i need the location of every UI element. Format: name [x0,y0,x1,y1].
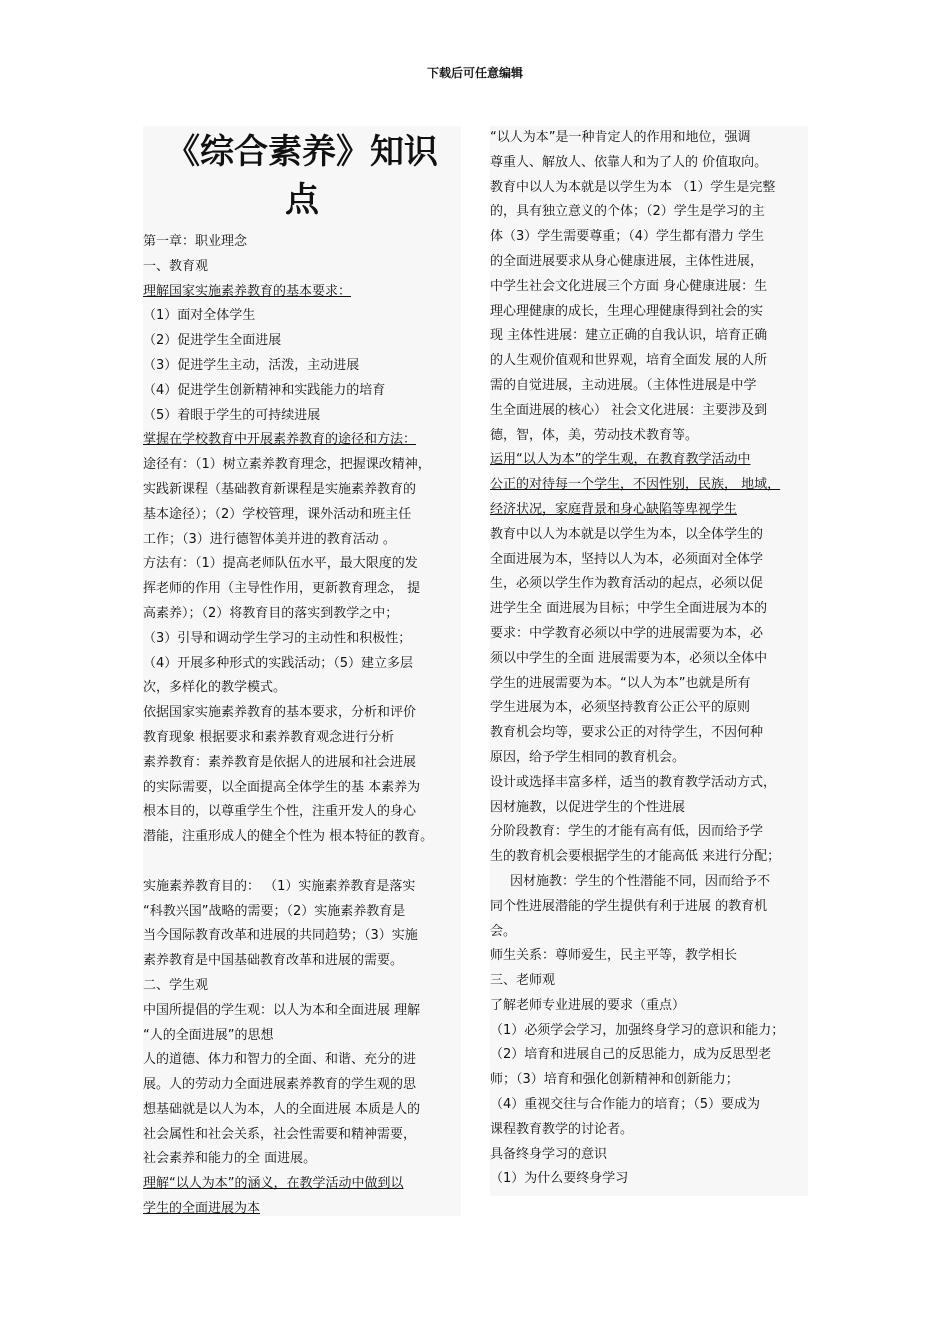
right-text-line: 理心理健康的成长，生理心理健康得到社会的实 [490,303,764,319]
right-text-line: 体（3）学生需要尊重；（4）学生都有潜力 学生 [490,229,765,245]
left-text-line: 第一章：职业理念 [143,234,248,249]
left-text-line: 次，多样化的教学模式。 [143,680,287,696]
left-text-line: 工作；（3）进行德智体美并进的教育活动 。 [143,531,396,547]
left-text-line: 展。人的劳动力全面进展素养教育的学生观的思 [143,1077,417,1093]
right-text-line: 须以中学生的全面 进展需要为本，必须以全体中 [490,650,768,666]
left-text-line: 二、学生观 [143,977,209,993]
left-text-line: 掌握在学校教育中开展素养教育的途径和方法： [143,432,417,448]
right-text-line: 教育中以人为本就是以学生为本，以全体学生的 [490,526,764,542]
left-text-line: 潜能，注重形成人的健全个性为 根本特征的教育。 [143,829,434,845]
right-text-line: 学生的进展需要为本。“以人为本”也就是所有 [490,675,751,691]
left-text-line: 的实际需要，以全面提高全体学生的基 本素养为 [143,779,421,795]
right-text-line: 公正的对待每一个学生，不因性别，民族， 地域， [490,477,781,493]
right-text-line: 进学生全 面进展为目标；中学生全面进展为本的 [490,601,768,617]
right-text-line: 会。 [490,923,517,939]
right-column [490,126,808,1196]
right-text-line: 尊重人、解放人、依靠人和为了人的 价值取向。 [490,154,768,170]
right-text-line: 的全面进展要求从身心健康进展，主体性进展， [490,253,764,269]
left-text-line: 实施素养教育目的： （1）实施素养教育是落实 [143,878,416,894]
right-text-line: 教育中以人为本就是以学生为本 （1）学生是完整 [490,179,776,195]
right-text-line: 设计或选择丰富多样，适当的教育教学活动方式， [490,774,777,790]
left-text-line: 社会属性和社会关系，社会性需要和精神需要， [143,1126,417,1142]
right-text-line: 的，具有独立意义的个体；（2）学生是学习的主 [490,204,765,220]
right-text-line: （1）必须学会学习，加强终身学习的意识和能力； [490,1022,785,1038]
left-text-line: （5）着眼于学生的可持续进展 [143,407,321,423]
left-text-line: 想基础就是以人为本，人的全面进展 本质是人的 [143,1101,421,1117]
right-text-line: 课程教育教学的讨论者。 [490,1121,634,1137]
left-text-line: 素养教育是中国基础教育改革和进展的需要。 [143,953,404,969]
right-text-line: 三、老师观 [490,973,556,989]
left-text-line: 当今国际教育改革和进展的共同趋势；（3）实施 [143,928,418,944]
right-text-line: 需的自觉进展，主动进展。（主体性进展是中学 [490,377,757,393]
left-text-line: 根本目的，以尊重学生个性，注重开发人的身心 [143,804,417,820]
left-text-line: （2）促进学生全面进展 [143,333,282,349]
right-text-line: （1）为什么要终身学习 [490,1171,629,1187]
left-text-line: “人的全面进展”的思想 [143,1027,274,1043]
right-text-line: 具备终身学习的意识 [490,1146,608,1162]
right-text-line: 的人生观价值观和世界观，培育全面发 展的人所 [490,353,768,369]
left-text-line: （3）促进学生主动，活泼，主动进展 [143,357,360,373]
left-text-line: 学生的全面进展为本 [143,1201,261,1217]
title-line-1: 《综合素养》知识 [166,132,438,172]
left-text-block [143,230,461,1222]
right-text-line: 生，必须以学生作为教育活动的起点，必须以促 [490,576,764,592]
right-text-line: 师；（3）培育和强化创新精神和创新能力； [490,1072,739,1088]
left-column [143,126,461,1216]
left-text-line: 中国所提倡的学生观：以人为本和全面进展 理解 [143,1002,421,1018]
left-text-line: 人的道德、体力和智力的全面、和谐、充分的进 [143,1052,417,1068]
left-text-line: 一、教育观 [143,258,209,274]
left-text-line: 理解“以人为本”的涵义，在教学活动中做到以 [143,1176,404,1192]
left-text-line [143,850,461,875]
right-text-line: 经济状况，家庭背景和身心缺陷等卑视学生 [490,501,738,517]
right-text-line: （4）重视交往与合作能力的培育；（5）要成为 [490,1097,761,1113]
right-text-line: 要求：中学教育必须以中学的进展需要为本，必 [490,625,764,641]
right-text-line: 德，智，体，美，劳动技术教育等。 [490,427,699,443]
left-text-line: 素养教育：素养教育是依据人的进展和社会进展 [143,754,417,770]
left-text-line: （3）引导和调动学生学习的主动性和积极性； [143,630,412,646]
left-text-line: 挥老师的作用（主导性作用，更新教育理念， 提 [143,581,421,597]
right-text-line: 同个性进展潜能的学生提供有利于进展 的教育机 [490,898,768,914]
right-text-line: 中学生社会文化进展三个方面 身心健康进展：生 [490,278,768,294]
left-text-line: 高素养）；（2）将教育目的落实到教学之中； [143,605,399,621]
right-text-line: （2）培育和进展自己的反思能力，成为反思型老 [490,1047,772,1063]
left-text-line: 教育现象 根据要求和素养教育观念进行分析 [143,729,395,745]
right-text-line: 教育机会均等，要求公正的对待学生，不因何种 [490,725,764,741]
document-title [143,126,461,224]
left-text-line: 方法有：（1）提高老师队伍水平，最大限度的发 [143,556,418,572]
right-text-line: “以人为本”是一种肯定人的作用和地位，强调 [490,130,751,145]
left-text-line: 实践新课程（基础教育新课程是实施素养教育的 [143,481,417,497]
right-text-line: 因材施教，以促进学生的个性进展 [490,799,686,815]
left-text-line: 基本途径）；（2）学校管理，课外活动和班主任 [143,506,412,522]
right-text-line: 全面进展为本，坚持以人为本，必须面对全体学 [490,551,764,567]
right-text-line: 生的教育机会要根据学生的才能高低 来进行分配； [490,849,781,865]
right-text-line: 因材施教：学生的个性潜能不同，因而给予不 [510,873,771,889]
right-text-line: 生全面进展的核心） 社会文化进展：主要涉及到 [490,402,768,418]
left-text-line: 依据国家实施素养教育的基本要求，分析和评价 [143,705,417,721]
right-text-line: 师生关系：尊师爱生，民主平等，教学相长 [490,948,738,964]
left-text-line: 理解国家实施素养教育的基本要求： [143,283,352,299]
right-text-line: 现 主体性进展：建立正确的自我认识，培育正确 [490,328,768,344]
right-text-line: 学生进展为本，必须坚持教育公正公平的原则 [490,700,751,716]
right-text-block [490,126,808,1192]
right-text-line: 原因，给予学生相同的教育机会。 [490,749,686,765]
left-text-line: “科教兴国”战略的需要；（2）实施素养教育是 [143,903,406,919]
right-text-line: 分阶段教育：学生的才能有高有低，因而给予学 [490,824,764,840]
left-text-line: （1）面对全体学生 [143,308,256,324]
left-text-line: 社会素养和能力的全 面进展。 [143,1151,317,1167]
left-text-line: （4）开展多种形式的实践活动；（5）建立多层 [143,655,414,671]
left-text-line: （4）促进学生创新精神和实践能力的培育 [143,382,386,398]
left-text-line: 途径有：（1）树立素养教育理念，把握课改精神， [143,457,431,473]
title-line-2: 点 [285,180,319,220]
right-text-line: 了解老师专业进展的要求（重点） [490,997,686,1013]
page-header: 下载后可任意编辑 [426,66,523,80]
right-text-line: 运用“以人为本”的学生观，在教育教学活动中 [490,452,751,468]
